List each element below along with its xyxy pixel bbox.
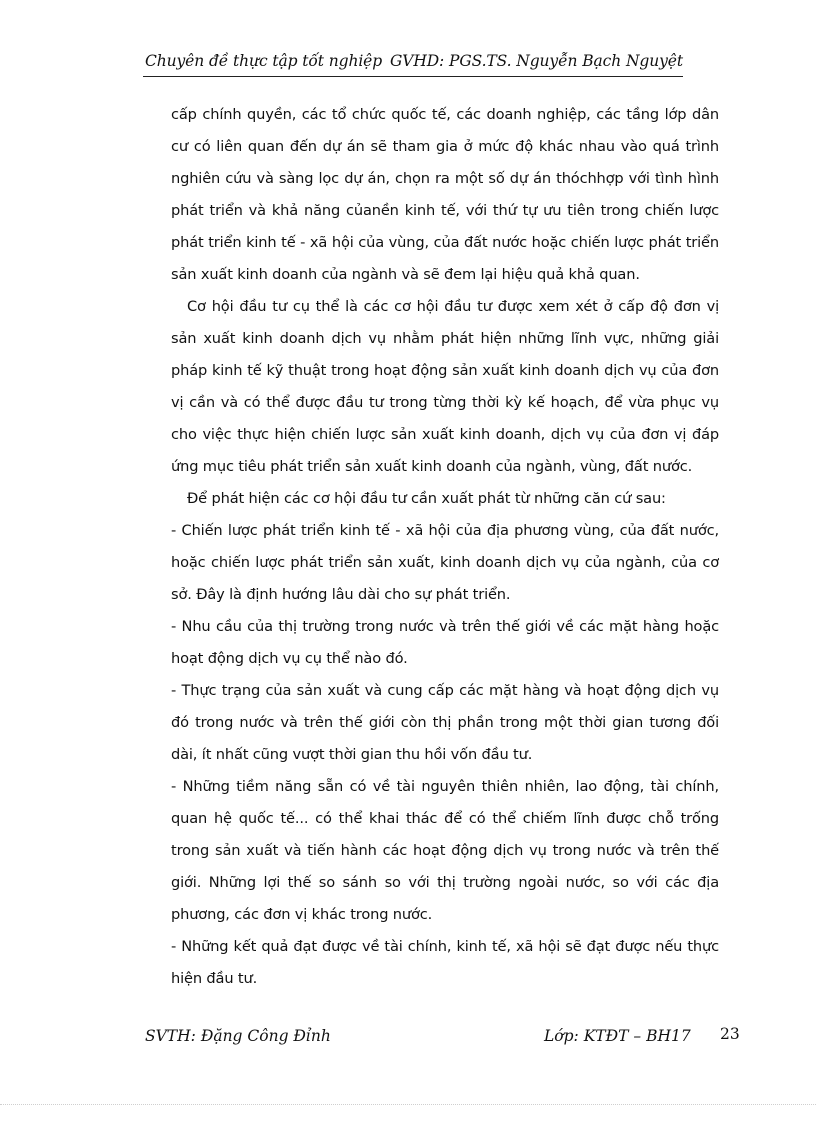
bullet-item: - Những kết quả đạt được về tài chính, kinh tế, xã hội sẽ đạt được nếu thực hiện đầu tư. <box>171 938 719 987</box>
body-paragraph: cấp chính quyền, các tổ chức quốc tế, các doanh nghiệp, các tầng lớp dân cư có liên quan đến dự án sẽ tham gia ở mức độ khác nhau vào quá trình nghiên cứu và sàng lọc dự án, chọn ra một số dự án thóchhợp với tình hình phát triển và khả năng củanền kinh tế, với thứ tự ưu tiên trong chiến lược phát triển kinh tế - xã hội của vùng, của đất nước hoặc chiến lược phát triển sản xuất kinh doanh của ngành và sẽ đem lại hiệu quả khả quan. <box>171 106 719 283</box>
header-supervisor: GVHD: PGS.TS. Nguyễn Bạch Nguyệt <box>389 52 683 70</box>
body-paragraph: Để phát hiện các cơ hội đầu tư cần xuất phát từ những căn cứ sau: <box>187 490 666 507</box>
page-number: 23 <box>720 1025 740 1043</box>
bullet-item: - Nhu cầu của thị trường trong nước và trên thế giới về các mặt hàng hoặc hoạt động dịch vụ cụ thể nào đó. <box>171 618 719 667</box>
footer-class: Lớp: KTĐT – BH17 <box>544 1027 691 1045</box>
page-bottom-divider <box>0 1104 816 1105</box>
page-body <box>171 99 719 995</box>
page-header <box>143 50 683 77</box>
body-paragraph: Cơ hội đầu tư cụ thể là các cơ hội đầu tư được xem xét ở cấp độ đơn vị sản xuất kinh doanh dịch vụ nhằm phát hiện những lĩnh vực, những giải pháp kinh tế kỹ thuật trong hoạt động sản xuất kinh doanh dịch vụ của đơn vị cần và có thể được đầu tư trong từng thời kỳ kế hoạch, để vừa phục vụ cho việc thực hiện chiến lược sản xuất kinh doanh, dịch vụ của đơn vị đáp ứng mục tiêu phát triển sản xuất kinh doanh của ngành, vùng, đất nước. <box>171 298 719 475</box>
bullet-item: - Thực trạng của sản xuất và cung cấp các mặt hàng và hoạt động dịch vụ đó trong nước và trên thế giới còn thị phần trong một thời gian tương đối dài, ít nhất cũng vượt thời gian thu hồi vốn đầu tư. <box>171 682 719 763</box>
footer-student: SVTH: Đặng Công Đỉnh <box>145 1027 331 1045</box>
page-footer <box>143 1027 743 1057</box>
header-report-title: Chuyên đề thực tập tốt nghiệp <box>145 52 383 70</box>
bullet-item: - Những tiềm năng sẵn có về tài nguyên thiên nhiên, lao động, tài chính, quan hệ quốc tế... có thể khai thác để có thể chiếm lĩnh được chỗ trống trong sản xuất và tiến hành các hoạt động dịch vụ trong nước và trên thế giới. Những lợi thế so sánh so với thị trường ngoài nước, so với các địa phương, các đơn vị khác trong nước. <box>171 778 719 923</box>
bullet-item: - Chiến lược phát triển kinh tế - xã hội của địa phương vùng, của đất nước, hoặc chiến lược phát triển sản xuất, kinh doanh dịch vụ của ngành, của cơ sở. Đây là định hướng lâu dài cho sự phát triển. <box>171 522 719 603</box>
